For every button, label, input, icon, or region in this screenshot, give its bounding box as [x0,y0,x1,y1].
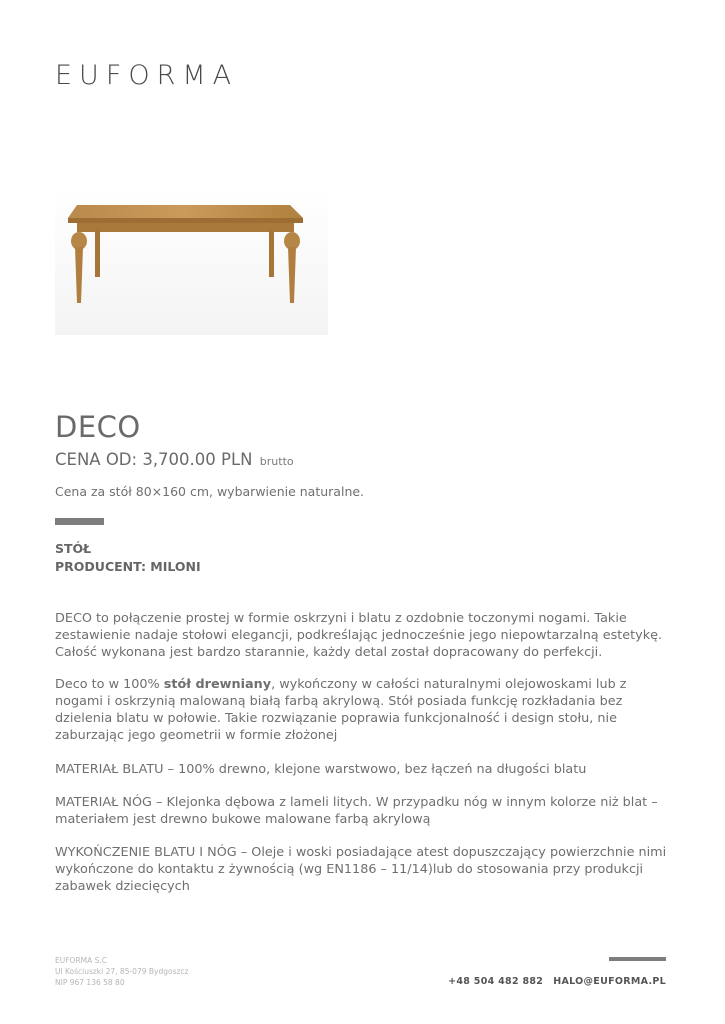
price-note: Cena za stół 80×160 cm, wybarwienie naturalne. [55,484,365,499]
table-product-image [55,185,328,335]
product-title: DECO [55,410,141,444]
spec-top-material: MATERIAŁ BLATU – 100% drewno, klejone warstwowo, bez łączeń na długości blatu [55,762,587,777]
footer-address: Ul Kościuszki 27, 85-079 Bydgoszcz [55,967,189,976]
description-emphasis: stół drewniany [163,677,272,692]
footer-email[interactable]: HALO@EUFORMA.PL [553,976,666,987]
footer-divider [609,957,666,961]
section-divider [55,518,104,525]
euforma-logo: EUFORMA [55,60,239,91]
product-producer: PRODUCENT: MILONI [55,559,201,574]
footer-contact [448,976,666,987]
price-label: CENA OD: 3,700.00 PLN [55,450,253,469]
footer-phone[interactable]: +48 504 482 882 [448,976,544,987]
description-text: Deco to w 100% [55,677,164,692]
product-price [55,450,294,469]
product-category: STÓŁ [55,541,92,556]
description-text: , wykończony w całości naturalnymi olejowoskami lub z nogami i oskrzynią malowaną białą farbą akrylową. Stół posiada funkcję rozkładania bez dzielenia blatu w połowie. Takie rozwiązanie poprawia funkcjonalność i design stołu, nie zaburzając jego geometrii w formie złożonej [55,677,627,743]
footer-nip: NIP 967 136 58 80 [55,978,125,987]
spec-leg-material: MATERIAŁ NÓG – Klejonka dębowa z lameli litych. W przypadku nóg w innym kolorze niż blat – materiałem jest drewno bukowe malowane farbą akrylową [55,795,658,827]
description-paragraph-2 [55,676,675,744]
footer-company-info [55,955,188,988]
description-paragraph-1: DECO to połączenie prostej w formie oskrzyni i blatu z ozdobnie toczonymi nogami. Takie zestawienie nadaje stołowi elegancji, podkreślając jednocześnie jego niepowtarzalną estetykę. Całość wykonana jest bardzo starannie, każdy detal został dopracowany do perfekcji. [55,611,663,660]
spec-finish: WYKOŃCZENIE BLATU I NÓG – Oleje i woski posiadające atest dopuszczający powierzchnie nimi wykończone do kontaktu z żywnością (wg EN1186 – 11/14)lub do stosowania przy produkcji zabawek dziecięcych [55,845,667,894]
price-suffix: brutto [259,455,294,468]
footer-company-name: EUFORMA S.C [55,956,108,965]
